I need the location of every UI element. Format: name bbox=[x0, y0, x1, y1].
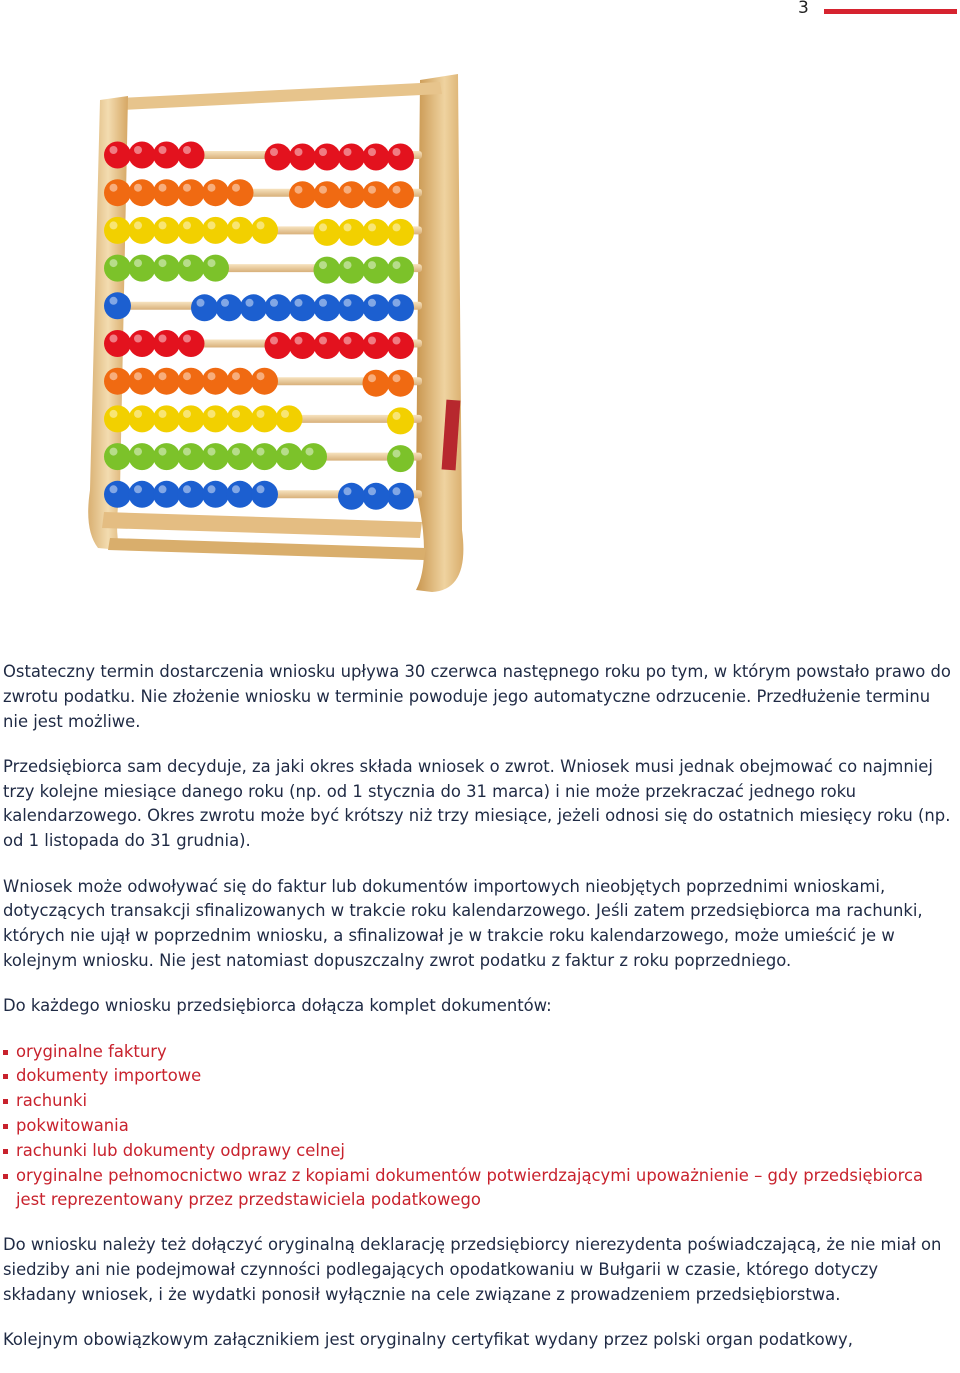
abacus-bead-highlight bbox=[134, 221, 142, 229]
bullet-icon bbox=[3, 1099, 8, 1104]
abacus-bead-highlight bbox=[281, 448, 289, 456]
abacus-bead-highlight bbox=[208, 410, 216, 418]
abacus-bead bbox=[104, 292, 131, 319]
abacus-bead-highlight bbox=[393, 450, 401, 458]
abacus-bead bbox=[363, 370, 390, 397]
abacus-bead bbox=[153, 481, 180, 508]
abacus-bead-highlight bbox=[208, 221, 216, 229]
abacus-bead bbox=[178, 179, 205, 206]
abacus-bead-highlight bbox=[208, 259, 216, 267]
abacus-bead-highlight bbox=[159, 485, 167, 493]
paragraph-documents-intro: Do każdego wniosku przedsiębiorca dołącza komplet dokumentów: bbox=[3, 996, 552, 1016]
abacus-bead bbox=[387, 219, 414, 246]
abacus-bead bbox=[129, 179, 156, 206]
abacus-bead-highlight bbox=[257, 410, 265, 418]
abacus-bead-highlight bbox=[134, 146, 142, 154]
bullet-icon bbox=[3, 1074, 8, 1079]
abacus-bead-highlight bbox=[110, 410, 118, 418]
abacus-bead bbox=[129, 330, 156, 357]
abacus-bead-highlight bbox=[295, 337, 303, 345]
abacus-bead bbox=[202, 179, 229, 206]
abacus-bead bbox=[129, 255, 156, 282]
abacus-bead bbox=[265, 332, 292, 359]
abacus-bead-highlight bbox=[319, 299, 327, 307]
abacus-bead-highlight bbox=[232, 410, 240, 418]
abacus-bead-highlight bbox=[393, 186, 401, 194]
abacus-bead-highlight bbox=[208, 448, 216, 456]
abacus-bead-highlight bbox=[393, 261, 401, 269]
abacus-bead-highlight bbox=[368, 261, 376, 269]
abacus-bead bbox=[104, 217, 131, 244]
abacus-top-bar bbox=[120, 82, 442, 110]
abacus-bead bbox=[153, 142, 180, 169]
abacus-bead bbox=[363, 181, 390, 208]
abacus-bead bbox=[104, 405, 131, 432]
abacus-bead-highlight bbox=[257, 485, 265, 493]
abacus-bead-highlight bbox=[159, 146, 167, 154]
abacus-bead-highlight bbox=[208, 485, 216, 493]
abacus-bead bbox=[387, 257, 414, 284]
abacus-bead bbox=[153, 255, 180, 282]
abacus-bead-highlight bbox=[110, 184, 118, 192]
abacus-bead bbox=[129, 405, 156, 432]
abacus-bead bbox=[129, 368, 156, 395]
abacus-bead bbox=[153, 443, 180, 470]
abacus-bead bbox=[240, 294, 267, 321]
abacus-bead-highlight bbox=[232, 372, 240, 380]
abacus-bead-highlight bbox=[110, 146, 118, 154]
list-item: pokwitowania bbox=[3, 1114, 955, 1139]
abacus-bead-highlight bbox=[295, 148, 303, 156]
abacus-bead-highlight bbox=[110, 259, 118, 267]
abacus-bead-highlight bbox=[344, 299, 352, 307]
abacus-bead-highlight bbox=[159, 372, 167, 380]
abacus-illustration bbox=[80, 60, 490, 600]
abacus-bead-highlight bbox=[134, 448, 142, 456]
abacus-bead bbox=[363, 332, 390, 359]
list-item: rachunki lub dokumenty odprawy celnej bbox=[3, 1139, 955, 1164]
abacus-bead bbox=[227, 179, 254, 206]
abacus-bead bbox=[104, 330, 131, 357]
abacus-bead-highlight bbox=[110, 335, 118, 343]
abacus-bead bbox=[338, 294, 365, 321]
bullet-icon bbox=[3, 1124, 8, 1129]
abacus-bead-highlight bbox=[110, 448, 118, 456]
abacus-bead-highlight bbox=[208, 372, 216, 380]
abacus-bead bbox=[363, 294, 390, 321]
abacus-bead-highlight bbox=[232, 221, 240, 229]
abacus-bead bbox=[104, 255, 131, 282]
abacus-bead bbox=[153, 330, 180, 357]
abacus-bead bbox=[251, 368, 278, 395]
abacus-bead bbox=[202, 255, 229, 282]
abacus-bead bbox=[178, 368, 205, 395]
abacus-bead bbox=[104, 443, 131, 470]
abacus-bead-highlight bbox=[306, 448, 314, 456]
abacus-bead bbox=[289, 181, 316, 208]
abacus-bead-highlight bbox=[183, 485, 191, 493]
abacus-bead bbox=[251, 405, 278, 432]
abacus-bead-highlight bbox=[183, 221, 191, 229]
abacus-bead-highlight bbox=[183, 410, 191, 418]
abacus-bead-highlight bbox=[393, 374, 401, 382]
abacus-bead-highlight bbox=[183, 184, 191, 192]
abacus-bead-highlight bbox=[319, 261, 327, 269]
abacus-bead bbox=[314, 219, 341, 246]
paragraph-deadline: Ostateczny termin dostarczenia wniosku upływa 30 czerwca następnego roku po tym, w którym powstało prawo do zwrotu podatku. Nie złożenie wniosku w terminie powoduje jego automatyczne odrzucenie. Przedłużenie terminu nie jest możliwe. bbox=[3, 662, 951, 731]
abacus-bead-highlight bbox=[368, 337, 376, 345]
abacus-bead bbox=[387, 181, 414, 208]
abacus-bead bbox=[289, 144, 316, 171]
paragraph-declaration: Do wniosku należy też dołączyć oryginalną deklarację przedsiębiorcy nierezydenta poświadczającą, że nie miał on siedziby ani nie podejmował czynności podlegających opodatkowaniu w Bułgarii w czasie, którego dotyczy składany wniosek, i że wydatki ponosił wyłącznie na cele związane z prowadzeniem przedsiębiorstwa. bbox=[3, 1235, 942, 1304]
abacus-bead-highlight bbox=[159, 184, 167, 192]
abacus-bead-highlight bbox=[344, 337, 352, 345]
list-item: dokumenty importowe bbox=[3, 1064, 955, 1089]
abacus-bead-highlight bbox=[183, 448, 191, 456]
abacus-bead bbox=[178, 481, 205, 508]
abacus-bead-highlight bbox=[183, 146, 191, 154]
abacus-bead-highlight bbox=[319, 337, 327, 345]
abacus-bead-highlight bbox=[393, 223, 401, 231]
abacus-bead-highlight bbox=[159, 335, 167, 343]
abacus-bead bbox=[265, 144, 292, 171]
abacus-bead bbox=[387, 294, 414, 321]
abacus-bead bbox=[363, 483, 390, 510]
documents-list bbox=[3, 1040, 955, 1214]
abacus-bead bbox=[191, 294, 218, 321]
abacus-bead-highlight bbox=[368, 223, 376, 231]
header-accent-rule bbox=[824, 9, 957, 14]
abacus-bead bbox=[289, 294, 316, 321]
abacus-bead-highlight bbox=[134, 372, 142, 380]
abacus-bead-highlight bbox=[368, 299, 376, 307]
abacus-bead-highlight bbox=[295, 186, 303, 194]
abacus-bead-highlight bbox=[393, 148, 401, 156]
abacus-bead-highlight bbox=[393, 299, 401, 307]
abacus-bead bbox=[338, 257, 365, 284]
abacus-bead bbox=[387, 483, 414, 510]
abacus-bead bbox=[129, 481, 156, 508]
abacus-bead bbox=[153, 217, 180, 244]
list-item: oryginalne pełnomocnictwo wraz z kopiami dokumentów potwierdzającymi upoważnienie – gdy przedsiębiorca jest reprezentowany przez przedstawiciela podatkowego bbox=[3, 1164, 955, 1214]
abacus-bead-highlight bbox=[344, 186, 352, 194]
abacus-bead bbox=[153, 368, 180, 395]
abacus-bead-highlight bbox=[257, 221, 265, 229]
abacus-bead bbox=[338, 332, 365, 359]
abacus-bead-highlight bbox=[183, 335, 191, 343]
abacus-bead-highlight bbox=[110, 297, 118, 305]
abacus-bead-highlight bbox=[270, 337, 278, 345]
abacus-bottom-bar bbox=[102, 512, 422, 538]
abacus-bead bbox=[104, 142, 131, 169]
abacus-bead bbox=[338, 181, 365, 208]
page-number: 3 bbox=[798, 0, 809, 18]
abacus-bead-highlight bbox=[110, 221, 118, 229]
abacus-bead-highlight bbox=[344, 487, 352, 495]
bullet-icon bbox=[3, 1050, 8, 1055]
abacus-bead-highlight bbox=[368, 148, 376, 156]
abacus-bead bbox=[300, 443, 327, 470]
abacus-bead bbox=[227, 443, 254, 470]
abacus-bead bbox=[387, 370, 414, 397]
abacus-bead bbox=[202, 217, 229, 244]
abacus-bead bbox=[202, 443, 229, 470]
abacus-bead-highlight bbox=[208, 184, 216, 192]
abacus-bead bbox=[338, 144, 365, 171]
abacus-bead bbox=[314, 144, 341, 171]
abacus-bead bbox=[153, 179, 180, 206]
abacus-bead bbox=[202, 368, 229, 395]
abacus-bead-highlight bbox=[270, 148, 278, 156]
abacus-bead bbox=[251, 481, 278, 508]
list-item: rachunki bbox=[3, 1089, 955, 1114]
abacus-bead bbox=[387, 407, 414, 434]
abacus-bead-highlight bbox=[257, 372, 265, 380]
paragraph-certificate: Kolejnym obowiązkowym załącznikiem jest oryginalny certyfikat wydany przez polski organ podatkowy, bbox=[3, 1330, 853, 1350]
abacus-bead bbox=[129, 142, 156, 169]
abacus-bead-highlight bbox=[319, 148, 327, 156]
abacus-bead bbox=[129, 443, 156, 470]
abacus-bead bbox=[314, 332, 341, 359]
abacus-bead bbox=[251, 217, 278, 244]
abacus-bead bbox=[387, 144, 414, 171]
abacus-bead bbox=[314, 181, 341, 208]
abacus-bead bbox=[227, 217, 254, 244]
abacus-bead bbox=[314, 257, 341, 284]
document-body bbox=[3, 660, 955, 1373]
abacus-bead bbox=[276, 443, 303, 470]
abacus-bead-highlight bbox=[134, 259, 142, 267]
abacus-bead-highlight bbox=[246, 299, 254, 307]
abacus-bead bbox=[178, 405, 205, 432]
abacus-bead bbox=[338, 219, 365, 246]
abacus-bead bbox=[363, 219, 390, 246]
abacus-bead-highlight bbox=[393, 487, 401, 495]
paragraph-refund-period: Przedsiębiorca sam decyduje, za jaki okres składa wniosek o zwrot. Wniosek musi jednak obejmować co najmniej trzy kolejne miesiące danego roku (np. od 1 stycznia do 31 marca) i nie może przekraczać jednego roku kalendarzowego. Okres zwrotu może być krótszy niż trzy miesiące, jeżeli odnosi się do ostatnich miesięcy roku (np. od 1 listopada do 31 grudnia). bbox=[3, 756, 951, 851]
abacus-bead bbox=[178, 142, 205, 169]
abacus-bead-highlight bbox=[197, 299, 205, 307]
abacus-bead bbox=[216, 294, 243, 321]
abacus-bead-highlight bbox=[393, 337, 401, 345]
abacus-bead-highlight bbox=[134, 485, 142, 493]
abacus-bead-highlight bbox=[368, 186, 376, 194]
abacus-bead-highlight bbox=[134, 184, 142, 192]
abacus-bead-highlight bbox=[232, 485, 240, 493]
abacus-bead bbox=[363, 257, 390, 284]
abacus-bead bbox=[227, 481, 254, 508]
abacus-bead bbox=[227, 368, 254, 395]
abacus-bead bbox=[153, 405, 180, 432]
abacus-bead-highlight bbox=[319, 223, 327, 231]
abacus-bead bbox=[227, 405, 254, 432]
abacus-bead-highlight bbox=[319, 186, 327, 194]
abacus-bead-highlight bbox=[368, 374, 376, 382]
abacus-right-frame bbox=[416, 74, 463, 592]
abacus-bead-highlight bbox=[257, 448, 265, 456]
abacus-bead bbox=[387, 445, 414, 472]
abacus-bead-highlight bbox=[134, 335, 142, 343]
abacus-bead-highlight bbox=[344, 261, 352, 269]
abacus-bead bbox=[104, 481, 131, 508]
abacus-bead-highlight bbox=[393, 412, 401, 420]
abacus-bead-highlight bbox=[221, 299, 229, 307]
abacus-bead-highlight bbox=[159, 259, 167, 267]
abacus-bead-highlight bbox=[281, 410, 289, 418]
abacus-bead bbox=[251, 443, 278, 470]
abacus-bead-highlight bbox=[159, 448, 167, 456]
list-item: oryginalne faktury bbox=[3, 1040, 955, 1065]
abacus-bead-highlight bbox=[232, 184, 240, 192]
abacus-bead bbox=[314, 294, 341, 321]
abacus-bead bbox=[104, 368, 131, 395]
abacus-bead bbox=[289, 332, 316, 359]
abacus-bead bbox=[104, 179, 131, 206]
bullet-icon bbox=[3, 1149, 8, 1154]
abacus-bead-highlight bbox=[159, 410, 167, 418]
abacus-bead bbox=[363, 144, 390, 171]
abacus-bead-highlight bbox=[110, 372, 118, 380]
abacus-bead-highlight bbox=[270, 299, 278, 307]
paragraph-invoices: Wniosek może odwoływać się do faktur lub dokumentów importowych nieobjętych poprzednimi wnioskami, dotyczących transakcji sfinalizowanych w trakcie roku kalendarzowego. Jeśli zatem przedsiębiorca ma rachunki, których nie ujął w poprzednim wniosku, a sfinalizował je w trakcie roku kalendarzowego, może umieścić je w kolejnym wniosku. Nie jest natomiast dopuszczalny zwrot podatku z faktur z roku poprzedniego. bbox=[3, 876, 923, 970]
abacus-bead bbox=[178, 255, 205, 282]
abacus-bead-highlight bbox=[110, 485, 118, 493]
abacus-bead bbox=[387, 332, 414, 359]
abacus-bead bbox=[265, 294, 292, 321]
abacus-bead bbox=[338, 483, 365, 510]
abacus-bead bbox=[202, 405, 229, 432]
abacus-bead bbox=[276, 405, 303, 432]
abacus-bead bbox=[202, 481, 229, 508]
abacus-bead-highlight bbox=[183, 259, 191, 267]
abacus-bead bbox=[178, 443, 205, 470]
abacus-bead bbox=[178, 330, 205, 357]
abacus-bead-highlight bbox=[183, 372, 191, 380]
abacus-bead bbox=[129, 217, 156, 244]
abacus-bead-highlight bbox=[344, 223, 352, 231]
abacus-bead-highlight bbox=[159, 221, 167, 229]
abacus-bead-highlight bbox=[368, 487, 376, 495]
abacus-bead-highlight bbox=[232, 448, 240, 456]
abacus-bead-highlight bbox=[344, 148, 352, 156]
bullet-icon bbox=[3, 1174, 8, 1179]
abacus-bead-highlight bbox=[295, 299, 303, 307]
abacus-bead bbox=[178, 217, 205, 244]
abacus-bead-highlight bbox=[134, 410, 142, 418]
